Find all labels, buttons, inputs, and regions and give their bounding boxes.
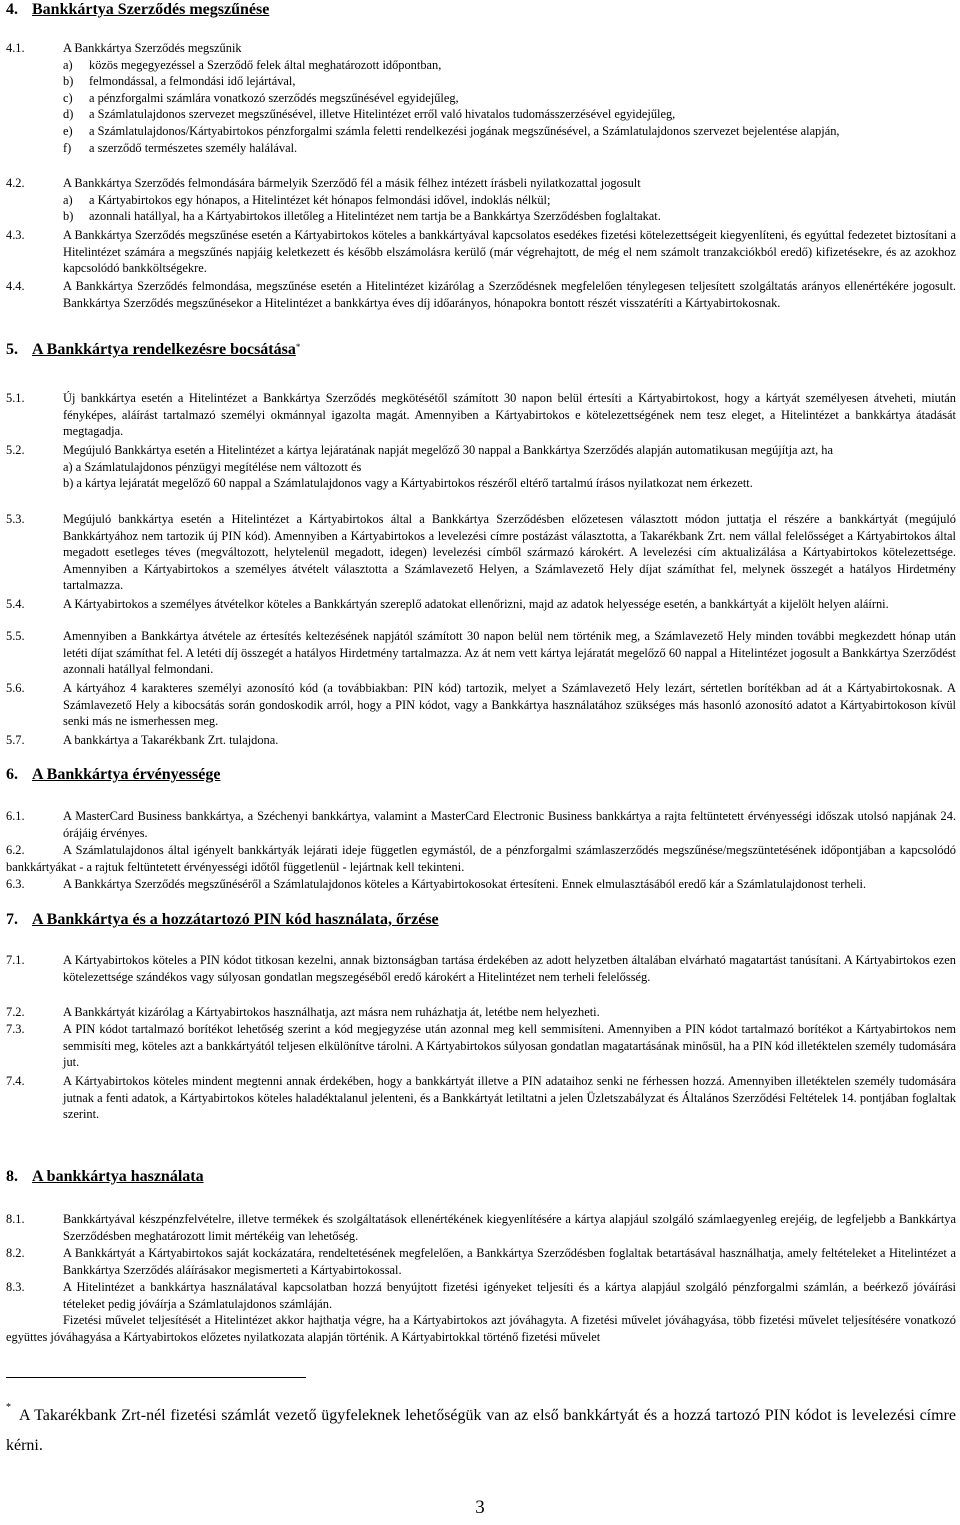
footnote-marker: * [295, 342, 301, 352]
footnote-separator [6, 1377, 306, 1378]
clause-4-1-d: d) a Számlatulajdonos szervezet megszűnésével, illetve Hitelintézet erről való hivatalos tudomásszerzésével egyidejűleg, [63, 107, 676, 122]
footnote [6, 1402, 956, 1460]
clause-4-3: 4.3. A Bankkártya Szerződés megszűnése esetén a Kártyabirtokos köteles a bankkártyával kapcsolatos esedékes fizetési kötelezettségeit kiegyenlíteni, és egyúttal fedezetet biztosítani a Hitelintézet számára a megszűnés napjáig keletkezett és később elszámolásra kerülő (már végrehajtott, de még el nem számolt tranzakciókból eredő) kifizetésekre, és az azokhoz kapcsolódó bankköltségekre. [6, 228, 956, 276]
clause-4-2-b: b) azonnali hatállyal, ha a Kártyabirtokos illetőleg a Hitelintézet nem tartja be a Bankkártya Szerződésben foglaltakat. [63, 209, 661, 224]
clause-5-2-b: b) a kártya lejáratát megelőző 60 nappal a Számlatulajdonos vagy a Kártyabirtokos részéről eltérő tartalmú írásos nyilatkozat nem érkezett. [63, 476, 753, 491]
clause-8-2: 8.2. A Bankkártyát a Kártyabirtokos saját kockázatára, rendeltetésének megfelelően, a Bankkártya Szerződésben foglaltak betartásával használhatja, amely feltételeket a Hitelintézet a Bankkártya Szerződés aláírásakor megismerteti a Kártyabirtokossal. [6, 1246, 956, 1277]
section-8-heading: 8. A bankkártya használata [6, 1168, 204, 1185]
clause-6-2: 6.2. A Számlatulajdonos által igényelt bankkártyák lejárati ideje független egymástól, de a pénzforgalmi számlaszerződés megszűnése/megszüntetésének időpontjában a kapcsolódó bankkártyákat - a rajtuk feltüntetett érvényességi időtől függetlenül - lejártnak kell tekinteni. [6, 843, 956, 874]
clause-6-3: 6.3. A Bankkártya Szerződés megszűnéséről a Számlatulajdonos köteles a Kártyabirtokosokat értesíteni. Ennek elmulasztásából eredő kár a Számlatulajdonost terheli. [6, 877, 867, 891]
clause-5-2: 5.2. Megújuló Bankkártya esetén a Hitelintézet a kártya lejáratának napját megelőző 30 nappal a Bankkártya Szerződés alapján automatikusan megújítja azt, ha a) a Számlatulajdonos pénzügyi megítélése nem változott és b) a kártya lejáratát megelőző 60 nappal a Számlatulajdonos vagy a Kártyabirtokos részéről eltérő tartalmú írásos nyilatkozat nem érkezett. [6, 442, 956, 492]
clause-4-1-e: e) a Számlatulajdonos/Kártyabirtokos pénzforgalmi számla feletti rendelkezési jogának megszűnésével, a Számlatulajdonos szervezet bejelentése alapján, [63, 123, 840, 138]
clause-8-1: 8.1. Bankkártyával készpénzfelvételre, illetve termékek és szolgáltatások ellenértékének kiegyenlítésére a kártya alapjául szolgáló számlaegyenleg erejéig, de legfeljebb a Bankkártya Szerződésben meghatározott limit mértékéig van lehetőség. [6, 1212, 956, 1243]
page-number: 3 [475, 1497, 485, 1518]
clause-5-5: 5.5. Amennyiben a Bankkártya átvétele az értesítés keltezésének napjától számított 30 napon belül nem történik meg, a Számlavezető Hely minden további megkezdett hónap után letéti díjat számíthat fel. A letéti díj összegét a hatályos Hirdetmény tartalmazza. Az át nem vett kártya lejáratát megelőző 60 nappal a Hitelintézet jogosult a Bankkártya Szerződést azonnali hatállyal felmondani. [6, 629, 956, 677]
clause-4-1-b: b) felmondással, a felmondási idő lejártával, [63, 74, 296, 89]
section-6-heading: 6. A Bankkártya érvényessége [6, 766, 221, 783]
clause-7-2: 7.2. A Bankkártyát kizárólag a Kártyabirtokos használhatja, azt másra nem ruházhatja át, letétbe nem helyezheti. [6, 1005, 600, 1019]
clause-4-4: 4.4. A Bankkártya Szerződés felmondása, megszűnése esetén a Hitelintézet kizárólag a Szerződésnek megfelelően ténylegesen teljesített szolgáltatás arányos ellenértékére jogosult. Bankkártya Szerződés megszűnésekor a Hitelintézet a bankkártya éves díj időarányos, hónapokra bontott részét visszatéríti a Kártyabirtokosnak. [6, 279, 956, 310]
footnote-mark: * [6, 1402, 11, 1413]
section-7-heading: 7. A Bankkártya és a hozzátartozó PIN kód használata, őrzése [6, 911, 439, 928]
section-8-title: A bankkártya használata [32, 1168, 204, 1185]
section-5-title: A Bankkártya rendelkezésre bocsátása [32, 341, 296, 358]
clause-7-1: 7.1. A Kártyabirtokos köteles a PIN kódot titkosan kezelni, annak biztonságban tartása érdekében az adott helyzetben általában elvárható magatartást tanúsítani. A Kártyabirtokos ezen kötelezettsége szándékos vagy súlyosan gondatlan megszegéséből eredő károkért a Hitelintézet nem terheli felelősség. [6, 953, 956, 984]
clause-7-3: 7.3. A PIN kódot tartalmazó borítékot lehetőség szerint a kód megjegyzése után azonnal meg kell semmisíteni. Amennyiben a PIN kódot tartalmazó borítékot a Kártyabirtokos nem semmisíti meg, köteles azt a bankkártyától teljesen elkülönítve tárolni. A Kártyabirtokos súlyosan gondatlan magatartásának minősül, ha a PIN kód illetéktelen személy tudomására jut. [6, 1022, 956, 1070]
clause-4-1-a: a) közös megegyezéssel a Szerződő felek által meghatározott időpontban, [63, 57, 442, 72]
clause-5-4: 5.4. A Kártyabirtokos a személyes átvételkor köteles a Bankkártyán szereplő adatokat ellenőrizni, majd az adatok helyessége esetén, a bankkártyát a kijelölt helyen aláírni. [6, 597, 889, 611]
clause-5-6: 5.6. A kártyához 4 karakteres személyi azonosító kód (a továbbiakban: PIN kód) tartozik, melyet a Számlavezető Hely lezárt, sértetlen borítékban ad át a Kártyabirtokosnak. A Számlavezető Hely a kibocsátás során gondoskodik arról, hogy a PIN kódot, vagy a Bankkártya használatához szükséges más hasonló azonosító adatot a Kártyabirtokoson kívül senki más ne ismerhessen meg. [6, 681, 956, 729]
clause-5-1: 5.1. Új bankkártya esetén a Hitelintézet a Bankkártya Szerződés megkötésétől számított 30 napon belül értesíti a Kártyabirtokost, hogy a kártyát személyesen átveheti, miután fényképes, aláírást tartalmazó személyi okmánnyal igazolta magát. Amennyiben a Kártyabirtokos e kötelezettségének nem tesz eleget, a Hitelintézet a bankkártya átadását megtagadja. [6, 391, 956, 439]
clause-4-2: 4.2. A Bankkártya Szerződés felmondására bármelyik Szerződő fél a másik félhez intézett írásbeli nyilatkozattal jogosult a) a Kártyabirtokos egy hónapos, a Hitelintézet két hónapos felmondási idővel, indoklás nélkül; b) azonnali hatállyal, ha a Kártyabirtokos illetőleg a Hitelintézet nem tartja be a Bankkártya Szerződésben foglaltakat. [6, 175, 956, 225]
section-4-heading: 4. Bankkártya Szerződés megszűnése [6, 1, 270, 18]
clause-6-1: 6.1. A MasterCard Business bankkártya, a Széchenyi bankkártya, valamint a MasterCard Electronic Business bankkártya a rajta feltüntetett érvényességi időszak utolsó napjának 24. órájáig érvényes. [6, 809, 956, 840]
section-4-title: Bankkártya Szerződés megszűnése [32, 1, 270, 18]
clause-5-2-a: a) a Számlatulajdonos pénzügyi megítélése nem változott és [63, 459, 362, 474]
clause-4-1-f: f) a szerződő természetes személy halálával. [63, 140, 298, 155]
clause-5-7: 5.7. A bankkártya a Takarékbank Zrt. tulajdona. [6, 733, 279, 747]
clause-4-1-c: c) a pénzforgalmi számlára vonatkozó szerződés megszűnésével egyidejűleg, [63, 90, 459, 105]
clause-4-1: 4.1. A Bankkártya Szerződés megszűnik a) közös megegyezéssel a Szerződő felek által meghatározott időpontban, b) felmondással, a felmondási idő lejártával, c) a pénzforgalmi számlára vonatkozó szerződés megszűnésével egyidejűleg, d) a Számlatulajdonos szervezet megszűnésével, illetve Hitelintézet erről való hivatalos tudomásszerzésével egyidejűleg, e) a Számlatulajdonos/Kártyabirtokos pénzforgalmi számla feletti rendelkezési jogának megszűnésével, a Számlatulajdonos szervezet bejelentése alapján, f) a szerződő természetes személy halálával. [6, 40, 956, 156]
clause-5-3: 5.3. Megújuló bankkártya esetén a Hitelintézet a Kártyabirtokos által a Bankkártya Szerződésben előzetesen választott módon juttatja el részére a bankkártyát (megújuló Bankkártyához nem tartozik új PIN kód). Amennyiben a Kártyabirtokos a levelezési címre postázást választotta, a Takarékbank Zrt. nem vállal felelősséget a Kártyabirtokos által megadott esetleges téves (megváltozott, helytelenül megadott, idegen) levelezési címből származó károkért. A levelezési cím aktualizálása a Kártyabirtokos kötelezettsége. Amennyiben a Kártyabirtokos a személyes átvételt választotta a Számlavezető Helyen, a Számlavezető Hely díjat számíthat fel, melynek összegét a hatályos Hirdetmény tartalmazza. [6, 512, 956, 593]
clause-7-4: 7.4. A Kártyabirtokos köteles mindent megtenni annak érdekében, hogy a bankkártyát illetve a PIN adataihoz senki ne férhessen hozzá. Amennyiben illetéktelen személy tudomására jutnak a fenti adatok, a Kártyabirtokos köteles haladéktalanul jelenteni, és a Bankkártyát letiltatni a jelen Üzletszabályzat és Általános Szerződési Feltételek 14. pontjában foglaltak szerint. [6, 1074, 956, 1122]
clause-4-2-a: a) a Kártyabirtokos egy hónapos, a Hitelintézet két hónapos felmondási idővel, indoklás nélkül; [63, 192, 551, 207]
section-6-title: A Bankkártya érvényessége [32, 766, 221, 783]
clause-8-3: 8.3. A Hitelintézet a bankkártya használatával kapcsolatban hozzá benyújtott fizetési igényeket teljesíti és a kártya alapjául szolgáló pénzforgalmi számlán, a beérkező jóváírási tételeket pedig jóváírja a Számlatulajdonos számláján. Fizetési művelet teljesítését a Hitelintézet akkor hajthatja végre, ha a Kártyabirtokos azt jóváhagyta. A fizetési művelet jóváhagyása, több fizetési művelet teljesítésére vonatkozó együttes jóváhagyása a Kártyabirtokos előzetes nyilatkozata alapján történik. A Kártyabirtokkal történő fizetési művelet [6, 1280, 956, 1344]
footnote-text: A Takarékbank Zrt-nél fizetési számlát vezető ügyfeleknek lehetőségük van az első bankkártyát és a hozzá tartozó PIN kódot is levelezési címre kérni. [6, 1407, 956, 1454]
section-7-title: A Bankkártya és a hozzátartozó PIN kód használata, őrzése [32, 911, 439, 928]
section-5-heading: 5. A Bankkártya rendelkezésre bocsátása* [6, 341, 301, 358]
